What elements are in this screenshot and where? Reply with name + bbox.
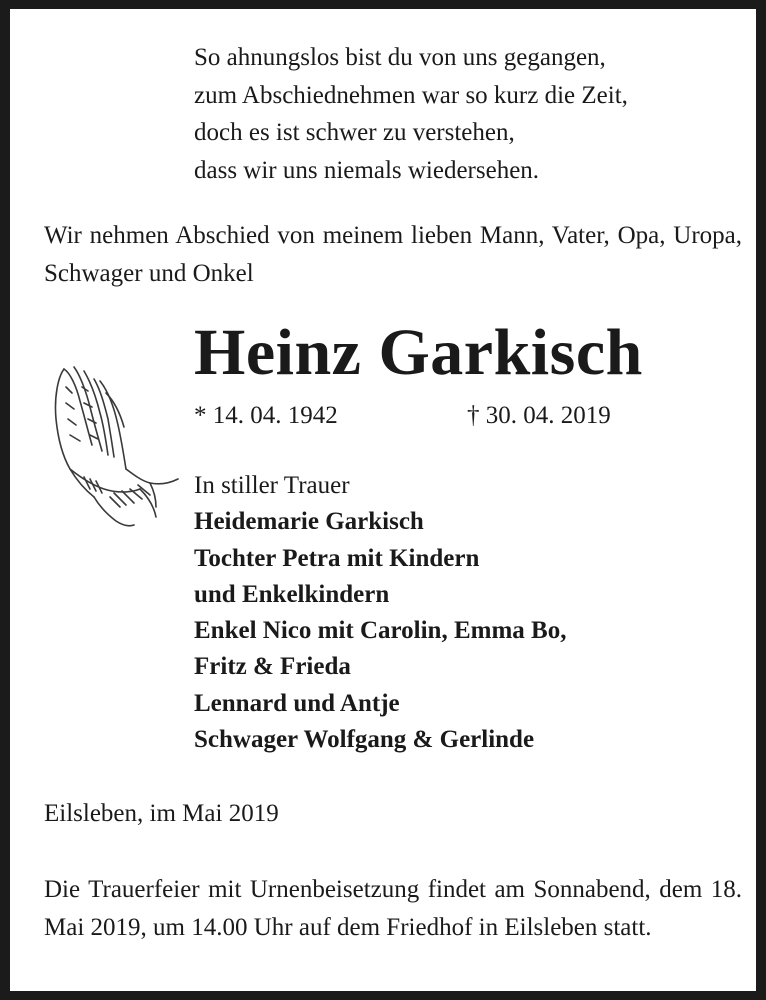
mourner-line: Lennard und Antje xyxy=(194,689,400,717)
mourner-line: Schwager Wolfgang & Gerlinde xyxy=(194,726,535,754)
deceased-name: Heinz Garkisch xyxy=(194,316,643,389)
farewell-intro: Wir nehmen Abschied von meinem lieben Mann, Vater, Opa, Uropa, Schwager und Onkel xyxy=(44,222,742,287)
poem-line: dass wir uns niemals wiedersehen. xyxy=(194,156,540,184)
mourner-line: Tochter Petra mit Kindern xyxy=(194,544,480,572)
poem-line: So ahnungslos bist du von uns gegangen, xyxy=(194,44,606,71)
death-date: † 30. 04. 2019 xyxy=(467,402,611,429)
poem-line: doch es ist schwer zu verstehen, xyxy=(194,119,515,146)
mourners-list xyxy=(194,468,566,758)
mourner-line: und Enkelkindern xyxy=(194,580,390,608)
funeral-service-info: Die Trauerfeier mit Urnenbeisetzung findet am Sonnabend, dem 18. Mai 2019, um 14.00 Uhr auf dem Friedhof in Eilsleben statt. xyxy=(44,876,742,941)
birth-date: * 14. 04. 1942 xyxy=(194,402,338,429)
place-date: Eilsleben, im Mai 2019 xyxy=(44,800,279,827)
mourning-phrase: In stiller Trauer xyxy=(194,472,350,499)
poem xyxy=(194,39,628,189)
poem-line: zum Abschiednehmen war so kurz die Zeit, xyxy=(194,81,628,109)
mourner-line: Enkel Nico mit Carolin, Emma Bo, xyxy=(194,617,567,645)
mourner-line: Fritz & Frieda xyxy=(194,653,351,681)
mourner-line: Heidemarie Garkisch xyxy=(194,508,424,536)
praying-hands-icon xyxy=(44,357,184,532)
